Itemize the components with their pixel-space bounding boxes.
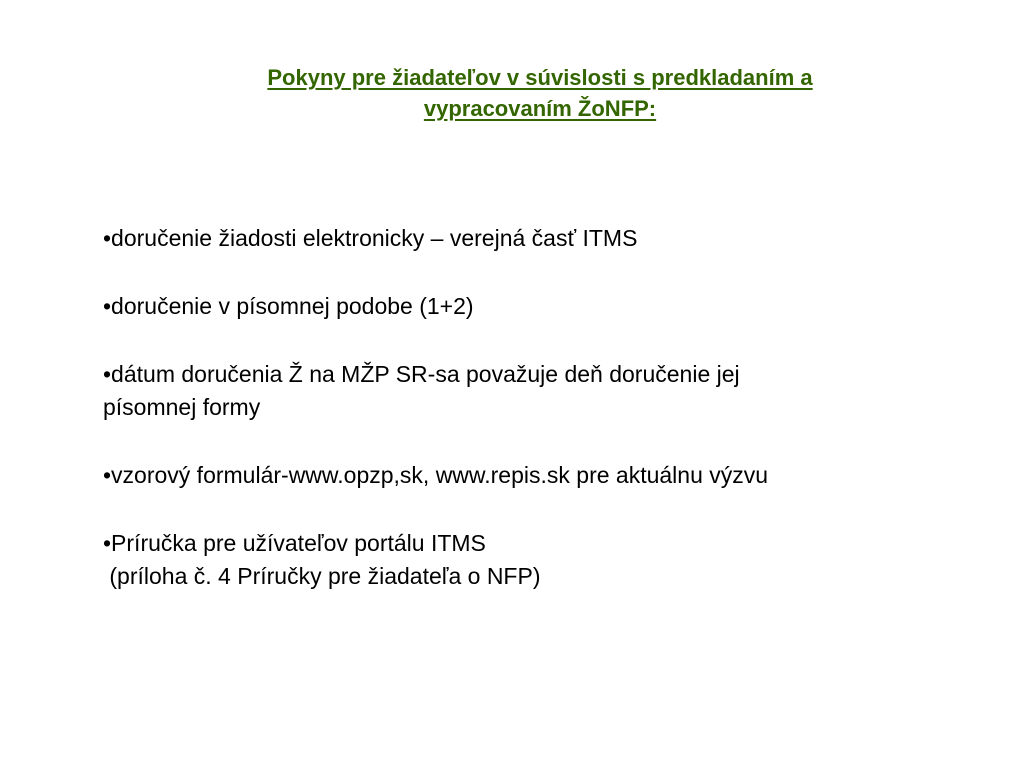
bullet-item	[103, 459, 983, 492]
bullet-text-continuation: písomnej formy	[103, 394, 261, 420]
slide-title	[170, 62, 910, 124]
bullet-text-continuation: (príloha č. 4 Príručky pre žiadateľa o NFP)	[103, 563, 541, 589]
slide-title-line-1: Pokyny pre žiadateľov v súvislosti s predkladaním a	[267, 65, 813, 90]
bullet-text: •Príručka pre užívateľov portálu ITMS	[103, 530, 486, 556]
bullet-text: •dátum doručenia Ž na MŽP SR-sa považuje deň doručenie jej	[103, 361, 740, 387]
bullet-item	[103, 527, 983, 593]
bullet-item	[103, 290, 983, 323]
bullet-text: •doručenie v písomnej podobe (1+2)	[103, 293, 474, 319]
bullet-item	[103, 358, 983, 424]
bullet-text: •vzorový formulár-www.opzp,sk, www.repis.sk pre aktuálnu výzvu	[103, 462, 769, 488]
bullet-item	[103, 222, 983, 255]
bullet-list	[103, 222, 983, 628]
bullet-text: •doručenie žiadosti elektronicky – verejná časť ITMS	[103, 225, 638, 251]
slide-title-line-2: vypracovaním ŽoNFP:	[423, 96, 657, 121]
